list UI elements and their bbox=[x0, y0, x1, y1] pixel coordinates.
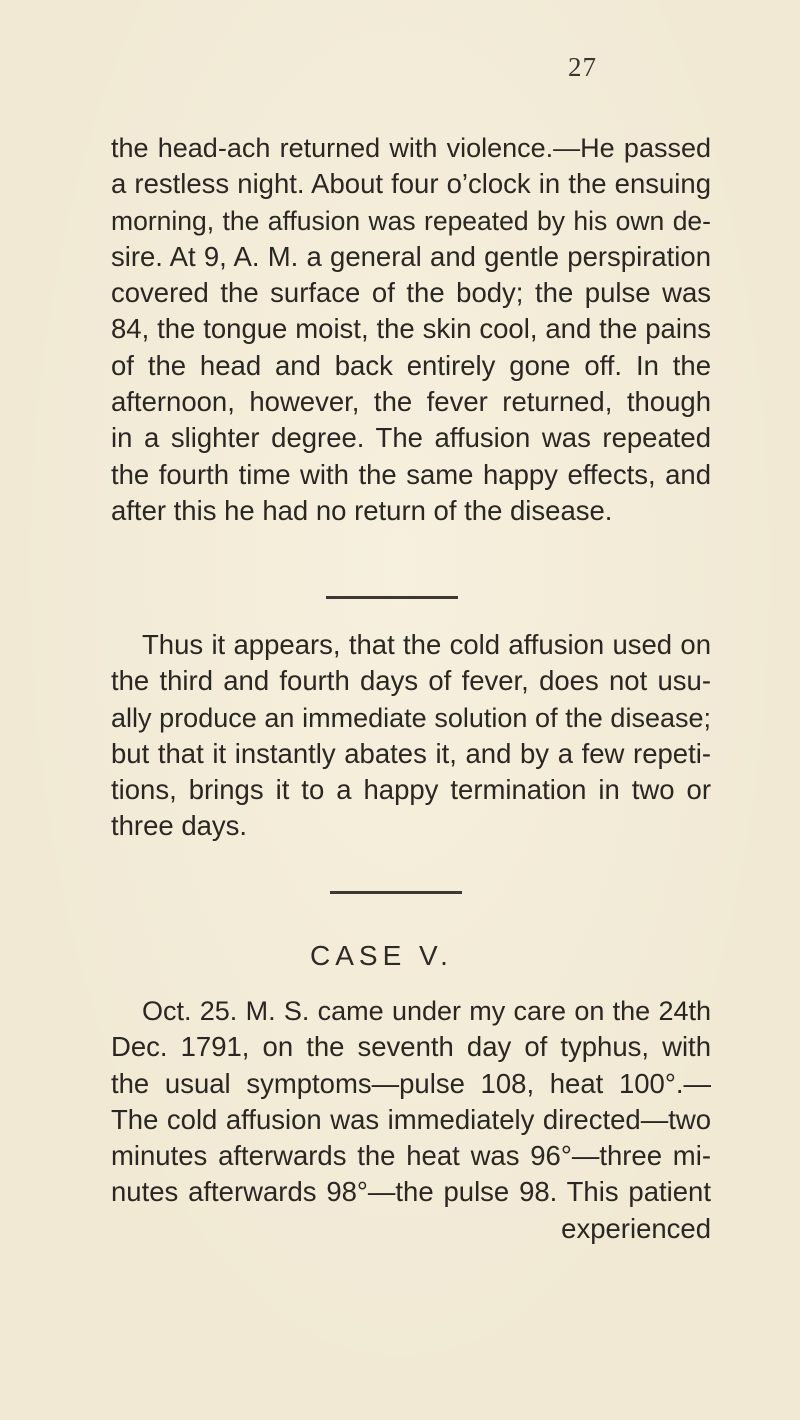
text-line: of the head and back entirely gone off. In the bbox=[111, 349, 711, 381]
text-line: morning, the affusion was repeated by his own de- bbox=[111, 205, 711, 236]
text-line: 84, the tongue moist, the skin cool, and the pains bbox=[111, 313, 711, 345]
paragraph-2 bbox=[111, 627, 711, 845]
text-line: Oct. 25. M. S. came under my care on the 24th bbox=[142, 996, 711, 1026]
text-line: Dec. 1791, on the seventh day of typhus, with bbox=[111, 1031, 711, 1063]
text-line: The cold affusion was immediately directed—two bbox=[111, 1103, 711, 1135]
paragraph-1 bbox=[111, 130, 711, 529]
text-line: the usual symptoms—pulse 108, heat 100°.— bbox=[111, 1067, 711, 1099]
text-line: sire. At 9, A. M. a general and gentle perspiration bbox=[111, 240, 711, 272]
text-line: afternoon, however, the fever returned, though bbox=[111, 386, 711, 418]
text-line: the head-ach returned with violence.—He passed bbox=[111, 133, 711, 163]
text-line: Thus it appears, that the cold affusion used on bbox=[142, 629, 711, 660]
text-line: minutes afterwards the heat was 96°—three mi- bbox=[111, 1140, 711, 1172]
case-heading: CASE V. bbox=[310, 940, 453, 971]
text-line: the third and fourth days of fever, does not usu- bbox=[111, 665, 711, 697]
text-line: three days. bbox=[111, 810, 248, 842]
text-line: ally produce an immediate solution of the disease; bbox=[111, 702, 711, 733]
catchword: experienced bbox=[561, 1212, 711, 1244]
text-line: after this he had no return of the disease. bbox=[111, 494, 613, 526]
section-divider bbox=[326, 596, 458, 599]
text-line: tions, brings it to a happy termination in two or bbox=[111, 774, 711, 806]
text-line: a restless night. About four o’clock in the ensuing bbox=[111, 168, 711, 200]
text-line: the fourth time with the same happy effects, and bbox=[111, 458, 711, 490]
section-divider bbox=[330, 891, 462, 894]
text-line: in a slighter degree. The affusion was repeated bbox=[111, 422, 711, 454]
page-number: 27 bbox=[568, 52, 597, 82]
text-line: covered the surface of the body; the pulse was bbox=[111, 277, 711, 309]
paragraph-3 bbox=[111, 993, 711, 1247]
text-line: but that it instantly abates it, and by a few repeti- bbox=[111, 737, 711, 769]
text-line: nutes afterwards 98°—the pulse 98. This patient bbox=[111, 1176, 711, 1208]
